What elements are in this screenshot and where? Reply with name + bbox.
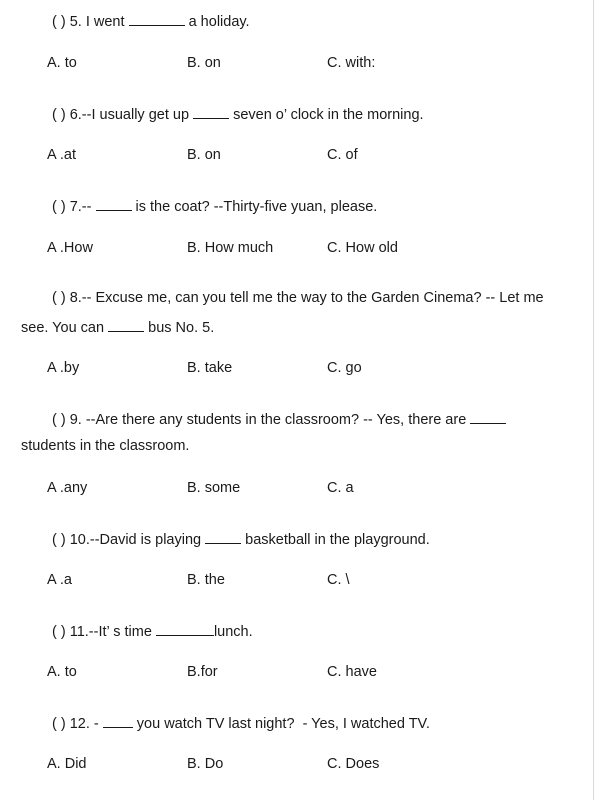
option-b[interactable]: B. How much [187, 240, 274, 256]
question-text: a holiday. [188, 14, 250, 30]
question-5 [52, 11, 250, 31]
page-edge-divider [593, 0, 594, 800]
question-text: I went [85, 14, 125, 30]
answer-blank[interactable] [470, 409, 506, 424]
option-b[interactable]: B. the [187, 572, 225, 588]
question-9-continued: students in the classroom. [21, 438, 190, 454]
question-number: ( ) 8.-- [52, 290, 92, 306]
option-b[interactable]: B. take [187, 360, 233, 376]
option-c[interactable]: C. with: [327, 55, 376, 71]
option-c[interactable]: C. of [327, 147, 358, 163]
option-c[interactable]: C. have [327, 664, 377, 680]
option-a[interactable]: A .a [47, 572, 72, 588]
answer-blank[interactable] [108, 317, 144, 332]
answer-blank[interactable] [103, 713, 133, 728]
option-c[interactable]: C. go [327, 360, 362, 376]
option-b[interactable]: B. some [187, 480, 241, 496]
option-a[interactable]: A. to [47, 55, 77, 71]
question-7 [52, 196, 377, 216]
question-number: ( ) 6.-- [52, 107, 92, 123]
question-8 [52, 289, 544, 307]
question-6 [52, 104, 424, 124]
option-a[interactable]: A .any [47, 480, 88, 496]
option-a[interactable]: A .by [47, 360, 80, 376]
question-number: ( ) 10.-- [52, 532, 100, 548]
question-text: you watch TV last night? - Yes, I watched TV. [136, 716, 430, 732]
option-c[interactable]: C. \ [327, 572, 350, 588]
answer-blank[interactable] [129, 11, 185, 26]
question-text: David is playing [99, 532, 202, 548]
answer-blank[interactable] [96, 196, 132, 211]
question-text: bus No. 5. [148, 320, 215, 336]
question-text: It’ s time [98, 624, 152, 640]
question-text: Excuse me, can you tell me the way to the Garden Cinema? -- Let me [95, 290, 544, 306]
question-text: is the coat? --Thirty-five yuan, please. [135, 199, 378, 215]
question-number: ( ) 5. [52, 14, 82, 30]
option-a[interactable]: A. Did [47, 756, 87, 772]
question-10 [52, 529, 430, 549]
option-a[interactable]: A .at [47, 147, 77, 163]
question-11 [52, 621, 253, 641]
option-b[interactable]: B.for [187, 664, 218, 680]
option-b[interactable]: B. on [187, 55, 221, 71]
question-12 [52, 713, 430, 733]
option-c[interactable]: C. a [327, 480, 354, 496]
option-b[interactable]: B. Do [187, 756, 224, 772]
answer-blank[interactable] [205, 529, 241, 544]
option-a[interactable]: A. to [47, 664, 77, 680]
question-number: ( ) 11.-- [52, 624, 99, 640]
question-number: ( ) 7.-- [52, 199, 92, 215]
answer-blank[interactable] [193, 104, 229, 119]
question-8-continued [21, 317, 214, 337]
option-c[interactable]: C. How old [327, 240, 398, 256]
question-text: --Are there any students in the classroom? -- Yes, there are [85, 412, 467, 428]
question-text: I usually get up [91, 107, 190, 123]
question-text: seven o’ clock in the morning. [233, 107, 424, 123]
question-9 [52, 409, 506, 429]
question-number: ( ) 9. [52, 412, 82, 428]
question-text: see. You can [21, 320, 105, 336]
option-b[interactable]: B. on [187, 147, 221, 163]
option-c[interactable]: C. Does [327, 756, 380, 772]
option-a[interactable]: A .How [47, 240, 93, 256]
answer-blank[interactable] [156, 621, 214, 636]
question-text: lunch. [213, 624, 253, 640]
question-text: basketball in the playground. [245, 532, 430, 548]
question-number: ( ) 12. - [52, 716, 99, 732]
